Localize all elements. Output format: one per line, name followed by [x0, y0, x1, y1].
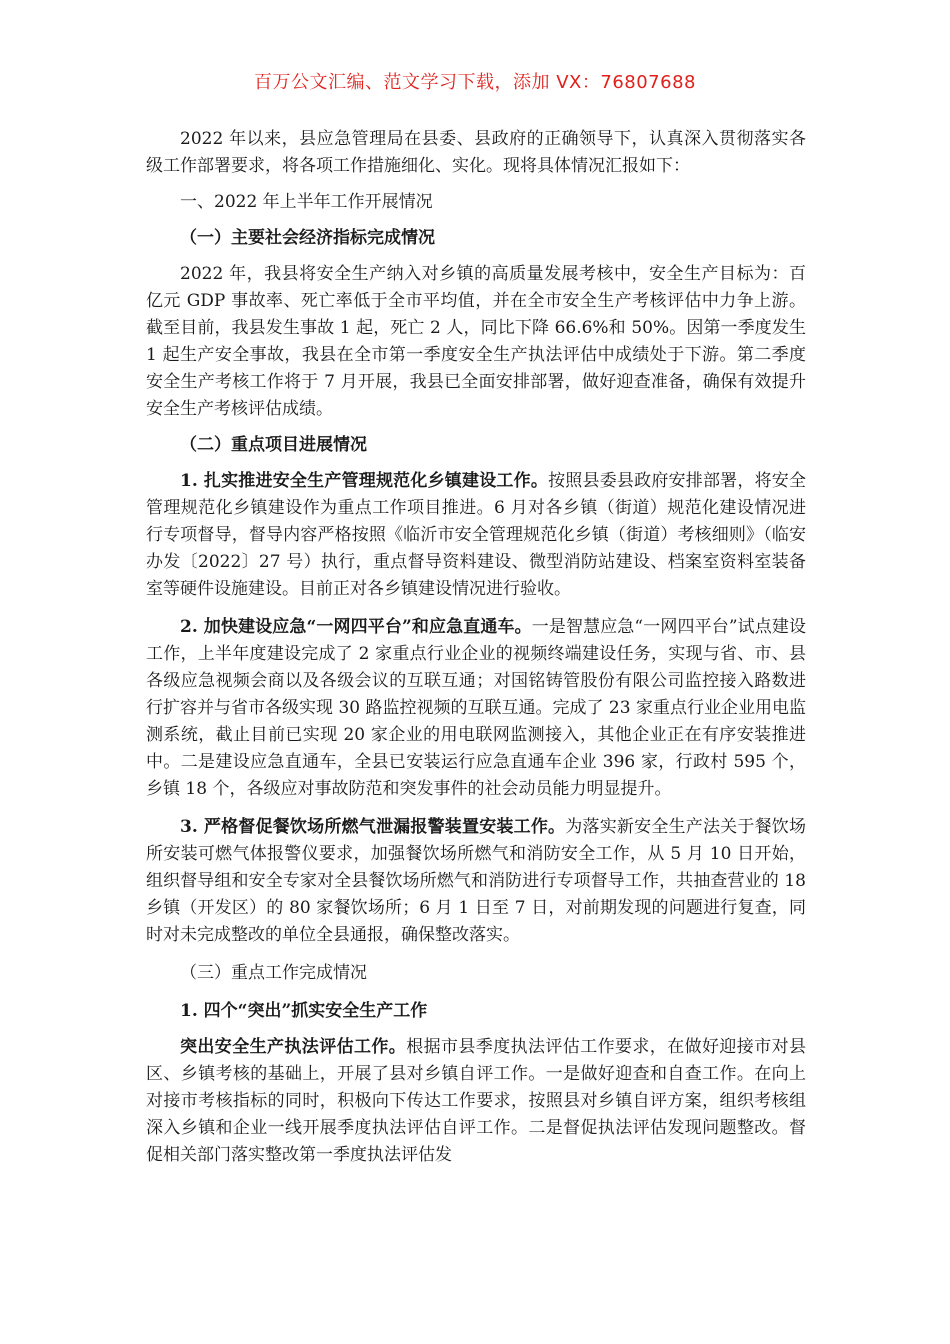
item-3-title: 3. 严格督促餐饮场所燃气泄漏报警装置安装工作。	[180, 817, 566, 837]
heading-subsection-1: （一）主要社会经济指标完成情况	[180, 228, 435, 248]
paragraph-indicators: 2022 年，我县将安全生产纳入对乡镇的高质量发展考核中，安全生产目标为：百亿元 GDP 事故率、死亡率低于全市平均值，并在全市安全生产考核评估中力争上游。截至目前，我县发生事故 1 起，死亡 2 人，同比下降 66.6%和 50%。因第一季度发生 1 起生产安全事故，我县在全市第一季度安全生产执法评估中成绩处于下游。第二季度安全生产考核工作将于 7 月开展，我县已全面安排部署，做好迎查准备，确保有效提升安全生产考核评估成绩。	[146, 264, 806, 419]
heading-subsection-2: （二）重点项目进展情况	[180, 435, 367, 455]
header-watermark-text: 百万公文汇编、范文学习下载，添加 VX：76807688	[254, 72, 696, 93]
enforcement-lead: 突出安全生产执法评估工作。	[180, 1037, 407, 1057]
item-2-paragraph	[146, 614, 806, 803]
sub-heading-four-highlights: 1. 四个“突出”抓实安全生产工作	[180, 1001, 428, 1021]
document-body	[146, 126, 806, 1169]
item-3-paragraph	[146, 814, 806, 949]
intro-paragraph: 2022 年以来，县应急管理局在县委、县政府的正确领导下，认真深入贯彻落实各级工作部署要求，将各项工作措施细化、实化。现将具体情况汇报如下：	[146, 129, 806, 176]
heading-subsection-3: （三）重点工作完成情况	[180, 963, 367, 983]
heading-section-1: 一、2022 年上半年工作开展情况	[180, 192, 433, 212]
item-2-title: 2. 加快建设应急“一网四平台”和应急直通车。	[180, 617, 532, 637]
item-1-paragraph	[146, 468, 806, 603]
item-1-title: 1. 扎实推进安全生产管理规范化乡镇建设工作。	[180, 471, 549, 491]
paragraph-enforcement	[146, 1034, 806, 1169]
item-3-body: 为落实新安全生产法关于餐饮场所安装可燃气体报警仪要求，加强餐饮场所燃气和消防安全工作，从 5 月 10 日开始，组织督导组和安全专家对全县餐饮场所燃气和消防进行专项督导工作，共抽查营业的 18 乡镇（开发区）的 80 家餐饮场所；6 月 1 日至 7 日，对前期发现的问题进行复查，同时对未完成整改的单位全县通报，确保整改落实。	[146, 817, 807, 945]
item-1-body: 按照县委县政府安排部署，将安全管理规范化乡镇建设作为重点工作项目推进。6 月对各乡镇（街道）规范化建设情况进行专项督导，督导内容严格按照《临沂市安全管理规范化乡镇（街道）考核细则》（临安办发〔2022〕27 号）执行，重点督导资料建设、微型消防站建设、档案室资料室装备室等硬件设施建设。目前正对各乡镇建设情况进行验收。	[146, 471, 806, 599]
enforcement-body: 根据市县季度执法评估工作要求，在做好迎接市对县区、乡镇考核的基础上，开展了县对乡镇自评工作。一是做好迎查和自查工作。在向上对接市考核指标的同时，积极向下传达工作要求，按照县对乡镇自评方案，组织考核组深入乡镇和企业一线开展季度执法评估自评工作。二是督促执法评估发现问题整改。督促相关部门落实整改第一季度执法评估发	[146, 1037, 807, 1165]
item-2-body: 一是智慧应急“一网四平台”试点建设工作，上半年度建设完成了 2 家重点行业企业的视频终端建设任务，实现与省、市、县各级应急视频会商以及各级会议的互联互通；对国铭铸管股份有限公司监控接入路数进行扩容并与省市各级实现 30 路监控视频的互联互通。完成了 23 家重点行业企业用电监测系统，截止目前已实现 20 家企业的用电联网监测接入，其他企业正在有序安装推进中。二是建设应急直通车，全县已安装运行应急直通车企业 396 家，行政村 595 个，乡镇 18 个，各级应对事故防范和突发事件的社会动员能力明显提升。	[146, 617, 806, 799]
